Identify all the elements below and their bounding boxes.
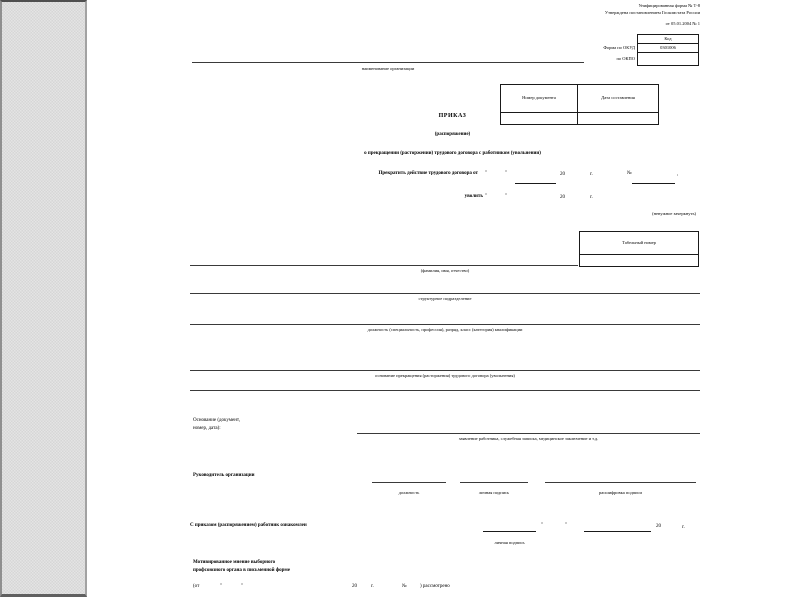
- head-position-blank[interactable]: [372, 475, 446, 483]
- form-header-line-2: Утверждена постановлением Госкомстата России: [604, 10, 700, 15]
- okpo-value-cell[interactable]: [638, 53, 698, 65]
- head-name-blank[interactable]: [545, 475, 696, 483]
- union-year-prefix: 20: [352, 584, 357, 589]
- okud-value: 0301006: [660, 44, 676, 50]
- sidebar-panel: [0, 0, 87, 597]
- doc-number-header-cell: [501, 85, 578, 112]
- union-line-1: Мотивированное мнение выборного: [193, 560, 276, 565]
- doc-date-header-label: Дата составления: [601, 95, 635, 101]
- personnel-number-table: [579, 231, 699, 267]
- okpo-label: по ОКПО: [616, 56, 635, 61]
- form-header-line-3: от 05.01.2004 № 1: [665, 21, 700, 26]
- order-title: ПРИКАЗ: [438, 113, 467, 119]
- employee-name-line[interactable]: [190, 258, 578, 266]
- strike-note: (ненужное зачеркнуть): [652, 211, 696, 216]
- terminate-year-suffix: г.: [590, 172, 593, 177]
- dismiss-year-prefix: 20: [560, 195, 565, 200]
- acquainted-label: С приказом (распоряжением) работник ознакомлен: [190, 523, 307, 528]
- position-line[interactable]: [190, 317, 700, 325]
- basis-label-line-2: номер, дата):: [193, 426, 221, 431]
- head-position-caption: должность: [398, 490, 420, 495]
- personnel-number-header-cell: [580, 232, 698, 255]
- okud-label: Форма по ОКУД: [603, 45, 635, 50]
- form-header-line-1: Унифицированная форма № Т-8: [638, 3, 700, 8]
- dismiss-day-quote-open: ": [485, 194, 488, 199]
- dismiss-label: уволить: [464, 194, 483, 199]
- dismiss-day-quote-close: ": [505, 194, 508, 199]
- terminate-number-blank[interactable]: [632, 174, 675, 184]
- acquainted-month-blank[interactable]: [584, 524, 651, 532]
- basis-line[interactable]: [357, 426, 700, 434]
- terminate-day-quote-open: ": [485, 171, 488, 176]
- personnel-number-header-label: Табельный номер: [622, 239, 656, 245]
- order-subject: о прекращении (расторжении) трудового договора с работником (увольнении): [364, 151, 541, 156]
- terminate-day-quote-close: ": [505, 171, 508, 176]
- fio-caption: (фамилия, имя, отчество): [420, 268, 470, 273]
- position-caption: должность (специальность, профессия), разряд, класс (категория) квалификации: [367, 327, 523, 332]
- order-subtitle: (распоряжение): [434, 132, 471, 137]
- department-caption: структурное подразделение: [418, 296, 472, 301]
- union-day-quote-close: ": [241, 584, 244, 589]
- reason-caption: основание прекращения (расторжения) трудового договора (увольнения): [375, 373, 515, 378]
- head-name-caption: расшифровка подписи: [599, 490, 642, 495]
- department-line[interactable]: [190, 286, 700, 294]
- organization-name-line[interactable]: [192, 55, 584, 63]
- doc-date-header-cell: [578, 85, 658, 112]
- terminate-label: Прекратить действие трудового договора от: [378, 171, 478, 176]
- okud-value-cell[interactable]: [638, 44, 698, 53]
- code-header-label: Код: [664, 35, 672, 41]
- basis-caption: заявление работника, служебная записка, медицинское заключение и т.д.: [458, 436, 599, 441]
- okud-code-table: [637, 34, 699, 66]
- terminate-number-sign: №: [627, 171, 632, 176]
- union-number-sign: №: [402, 584, 407, 589]
- terminate-comma: ,: [677, 172, 679, 177]
- union-year-suffix: г.: [371, 584, 374, 589]
- reason-line-2[interactable]: [190, 383, 700, 391]
- union-suffix: ) рассмотрено: [420, 584, 450, 589]
- terminate-month-blank[interactable]: [515, 174, 556, 184]
- head-signature-blank[interactable]: [460, 475, 528, 483]
- head-signature-caption: личная подпись: [478, 490, 510, 495]
- union-from: (от: [193, 584, 200, 589]
- acquainted-day-quote-open: ": [541, 523, 544, 528]
- dismiss-year-suffix: г.: [590, 195, 593, 200]
- acquainted-year-prefix: 20: [656, 524, 661, 529]
- organization-name-caption: наименование организации: [361, 66, 415, 71]
- reason-line-1[interactable]: [190, 363, 700, 371]
- union-line-2: профсоюзного органа в письменной форме: [193, 568, 291, 573]
- acquainted-year-suffix: г.: [682, 525, 685, 530]
- personnel-number-value-cell[interactable]: [580, 255, 698, 266]
- union-day-quote-open: ": [220, 584, 223, 589]
- basis-label-line-1: Основание (документ,: [193, 418, 240, 423]
- acquainted-day-quote-close: ": [565, 523, 568, 528]
- code-header-cell: [638, 35, 698, 44]
- acquainted-signature-caption: личная подпись: [494, 540, 525, 545]
- head-label: Руководитель организации: [193, 473, 255, 478]
- doc-number-header-label: Номер документа: [522, 95, 556, 101]
- terminate-year-prefix: 20: [560, 172, 565, 177]
- acquainted-signature-blank[interactable]: [483, 524, 536, 532]
- doc-table-header-row: [501, 85, 658, 113]
